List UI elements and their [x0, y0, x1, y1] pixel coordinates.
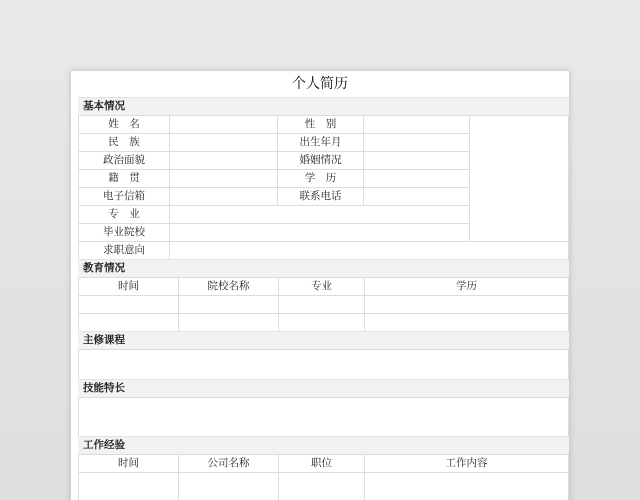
work-cell[interactable] [178, 472, 279, 500]
value-ethnicity[interactable] [169, 133, 278, 152]
edu-header-time: 时间 [78, 277, 179, 296]
label-degree: 学 历 [277, 169, 364, 188]
edu-header-degree: 学历 [364, 277, 569, 296]
value-politics[interactable] [169, 151, 278, 170]
value-major[interactable] [169, 205, 470, 224]
label-politics: 政治面貌 [78, 151, 170, 170]
work-header-time: 时间 [78, 454, 179, 473]
label-email: 电子信箱 [78, 187, 170, 206]
work-header-position: 职位 [278, 454, 365, 473]
section-courses: 主修课程 [78, 331, 569, 349]
value-marital[interactable] [363, 151, 470, 170]
edu-cell[interactable] [78, 295, 179, 314]
edu-cell[interactable] [178, 313, 279, 332]
edu-cell[interactable] [78, 313, 179, 332]
section-work: 工作经验 [78, 436, 569, 454]
work-cell[interactable] [364, 472, 569, 500]
edu-cell[interactable] [178, 295, 279, 314]
label-marital: 婚姻情况 [277, 151, 364, 170]
value-email[interactable] [169, 187, 278, 206]
edu-header-major: 专业 [278, 277, 365, 296]
value-birth[interactable] [363, 133, 470, 152]
edu-cell[interactable] [364, 295, 569, 314]
photo-box[interactable] [469, 115, 569, 242]
value-native[interactable] [169, 169, 278, 188]
label-birth: 出生年月 [277, 133, 364, 152]
label-major: 专 业 [78, 205, 170, 224]
value-degree[interactable] [363, 169, 470, 188]
edu-header-school: 院校名称 [178, 277, 279, 296]
label-native: 籍 贯 [78, 169, 170, 188]
label-intent: 求职意向 [78, 241, 170, 260]
section-skills: 技能特长 [78, 379, 569, 397]
edu-cell[interactable] [278, 295, 365, 314]
edu-cell[interactable] [364, 313, 569, 332]
value-gender[interactable] [363, 115, 470, 134]
edu-cell[interactable] [278, 313, 365, 332]
courses-content[interactable] [78, 349, 569, 380]
label-gender: 性 别 [277, 115, 364, 134]
page-title: 个人简历 [292, 76, 348, 92]
value-name[interactable] [169, 115, 278, 134]
work-cell[interactable] [278, 472, 365, 500]
label-ethnicity: 民 族 [78, 133, 170, 152]
label-school: 毕业院校 [78, 223, 170, 242]
work-cell[interactable] [78, 472, 179, 500]
section-basic: 基本情况 [78, 97, 569, 115]
label-name: 姓 名 [78, 115, 170, 134]
value-intent[interactable] [169, 241, 569, 260]
work-header-company: 公司名称 [178, 454, 279, 473]
section-education: 教育情况 [78, 259, 569, 277]
resume-sheet [71, 71, 569, 500]
work-header-content: 工作内容 [364, 454, 569, 473]
skills-content[interactable] [78, 397, 569, 437]
value-school[interactable] [169, 223, 470, 242]
label-phone: 联系电话 [277, 187, 364, 206]
value-phone[interactable] [363, 187, 470, 206]
